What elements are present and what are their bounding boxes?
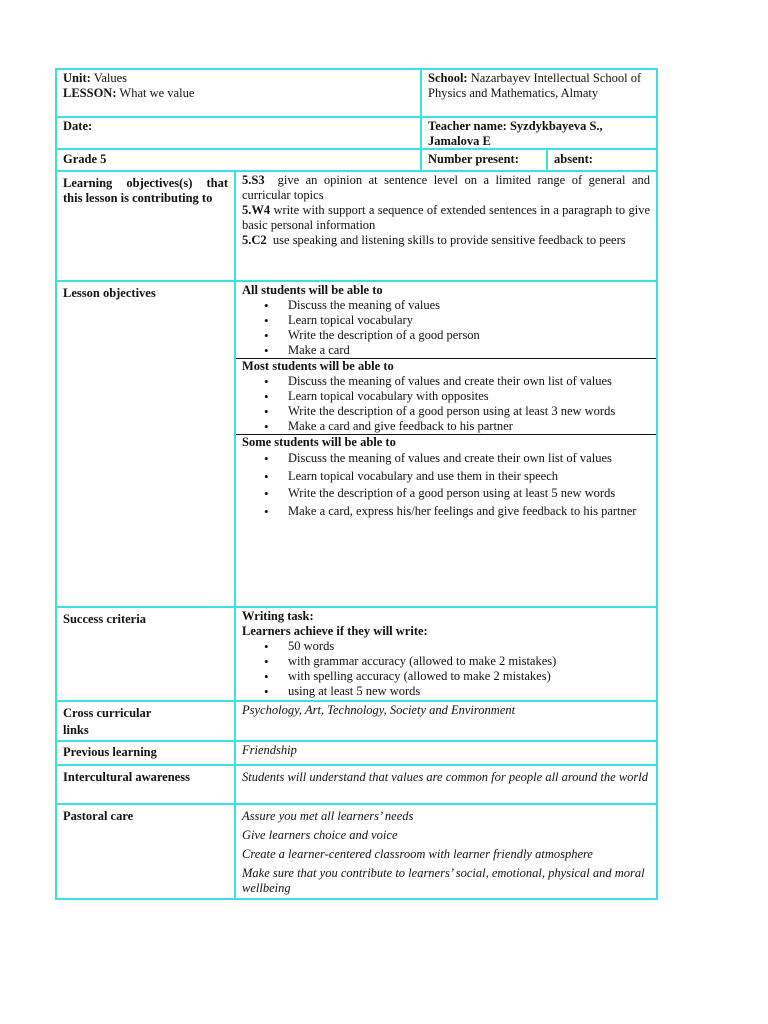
most-students-heading: Most students will be able to: [242, 359, 394, 373]
previous-learning-cell: [234, 740, 658, 766]
list-item: • Learn topical vocabulary: [242, 313, 650, 328]
lesson-line: [63, 86, 414, 101]
some-students-list: [242, 450, 650, 520]
teacher-label: Teacher name:: [428, 119, 507, 133]
school-cell: [420, 68, 658, 118]
objective-text: write with support a sequence of extended sentences in a paragraph to give basic personal information: [242, 203, 651, 232]
previous-learning-label-cell: [55, 740, 236, 766]
success-criteria-label: Success criteria: [63, 612, 146, 626]
cross-curricular-value: Psychology, Art, Technology, Society and Environment: [242, 703, 516, 717]
pastoral-item: Make sure that you contribute to learners’ social, emotional, physical and moral wellbeing: [242, 866, 645, 895]
list-item: • Make a card: [242, 343, 650, 358]
school-label: School:: [428, 71, 468, 85]
unit-label: Unit:: [63, 71, 91, 85]
list-item: • 50 words: [242, 639, 650, 654]
date-label: Date:: [63, 119, 93, 133]
learning-objectives-cell: [234, 170, 658, 282]
list-item: • Make a card, express his/her feelings and give feedback to his partner: [242, 503, 650, 521]
success-criteria-label-cell: [55, 606, 236, 702]
number-present-label: Number present:: [428, 152, 519, 166]
objective-item: [242, 233, 650, 248]
objective-item: [242, 173, 650, 203]
list-item: • Write the description of a good person: [242, 328, 650, 343]
pastoral-cell: [234, 803, 658, 900]
list-item: • using at least 5 new words: [242, 684, 650, 699]
unit-value: Values: [93, 71, 128, 85]
intercultural-cell: [234, 764, 658, 805]
cross-curricular-cell: [234, 700, 658, 742]
lesson-objectives-label: Lesson objectives: [63, 286, 156, 300]
some-students-heading: Some students will be able to: [242, 435, 396, 449]
list-item: • Learn topical vocabulary with opposites: [242, 389, 650, 404]
learning-objectives-label: Learning objectives(s) that this lesson is contributing to: [63, 176, 228, 205]
objective-code: 5.C2: [242, 233, 267, 247]
most-students-list: [242, 374, 650, 434]
unit-lesson-cell: [55, 68, 422, 118]
objective-item: [242, 203, 650, 233]
success-criteria-cell: [234, 606, 658, 702]
list-item: • with grammar accuracy (allowed to make 2 mistakes): [242, 654, 650, 669]
lesson-objectives-cell: [234, 280, 658, 608]
pastoral-label: Pastoral care: [63, 809, 134, 823]
objective-text: use speaking and listening skills to provide sensitive feedback to peers: [272, 233, 626, 247]
list-item: • Make a card and give feedback to his partner: [242, 419, 650, 434]
previous-learning-label: Previous learning: [63, 745, 157, 759]
all-students-heading: All students will be able to: [242, 283, 383, 297]
cross-curricular-label-cell: [55, 700, 236, 742]
objective-text: give an opinion at sentence level on a limited range of general and curricular topics: [242, 173, 650, 202]
date-cell: [55, 116, 422, 150]
school-value: Nazarbayev Intellectual School of Physics and Mathematics, Almaty: [428, 71, 642, 100]
learning-objectives-label-cell: [55, 170, 236, 282]
lesson-objectives-label-cell: [55, 280, 236, 608]
list-item: • Learn topical vocabulary and use them in their speech: [242, 468, 650, 486]
list-item: • Discuss the meaning of values and create their own list of values: [242, 450, 650, 468]
pastoral-item: Assure you met all learners’ needs: [242, 809, 414, 823]
intercultural-label: Intercultural awareness: [63, 770, 190, 784]
intercultural-label-cell: [55, 764, 236, 805]
some-students-group: [236, 434, 656, 520]
objective-code: 5.W4: [242, 203, 271, 217]
pastoral-label-cell: [55, 803, 236, 900]
achieve-heading: Learners achieve if they will write:: [242, 624, 428, 638]
intercultural-value: Students will understand that values are common for people all around the world: [242, 770, 648, 784]
teacher-cell: [420, 116, 658, 150]
absent-cell: [546, 148, 658, 172]
previous-learning-value: Friendship: [242, 743, 297, 757]
teacher-value: Syzdykbayeva S., Jamalova E: [428, 119, 603, 148]
list-item: • Write the description of a good person using at least 3 new words: [242, 404, 650, 419]
absent-label: absent:: [554, 152, 593, 166]
list-item: • Discuss the meaning of values: [242, 298, 650, 313]
all-students-list: [242, 298, 650, 358]
pastoral-item: Create a learner-centered classroom with learner friendly atmosphere: [242, 847, 593, 861]
most-students-group: [236, 358, 656, 434]
objective-code: 5.S3: [242, 173, 265, 187]
cross-curricular-label-line1: Cross curricular: [63, 706, 152, 720]
lesson-value: What we value: [119, 86, 195, 100]
success-criteria-list: [242, 639, 650, 699]
all-students-group: [242, 283, 650, 358]
cross-curricular-label-line2: links: [63, 723, 89, 737]
lesson-label: LESSON:: [63, 86, 117, 100]
list-item: • Write the description of a good person using at least 5 new words: [242, 485, 650, 503]
list-item: • with spelling accuracy (allowed to make 2 mistakes): [242, 669, 650, 684]
number-present-cell: [420, 148, 548, 172]
unit-line: [63, 71, 414, 86]
grade-label: Grade 5: [63, 152, 107, 166]
writing-task-heading: Writing task:: [242, 609, 314, 623]
grade-cell: [55, 148, 422, 172]
pastoral-item: Give learners choice and voice: [242, 828, 398, 842]
list-item: • Discuss the meaning of values and create their own list of values: [242, 374, 650, 389]
